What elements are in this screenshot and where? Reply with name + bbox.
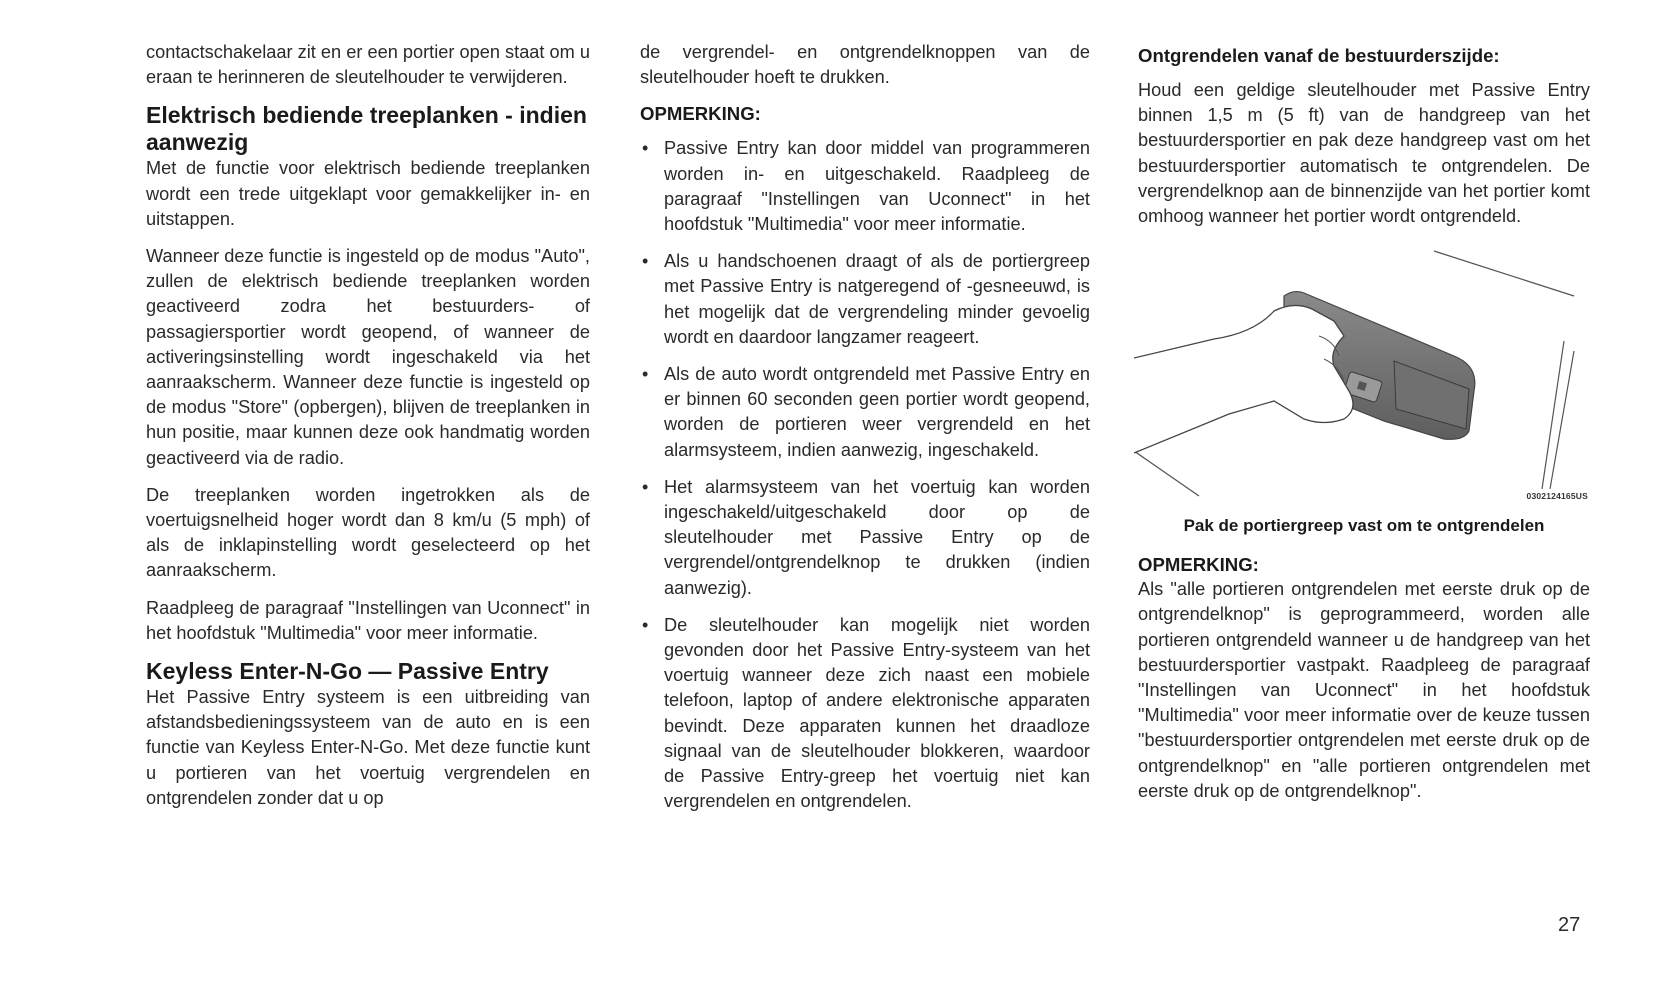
paragraph: Raadpleeg de paragraaf "Instellingen van Uconnect" in het hoofdstuk "Multimedia" voor meer informatie. — [146, 597, 590, 643]
paragraph: Het Passive Entry systeem is een uitbreiding van afstandsbedieningssysteem van de auto en is een functie van Keyless Enter-N-Go. Met deze functie kunt u portieren van het voertuig vergrendelen en ontgrendelen zonder dat u op — [146, 687, 590, 808]
door-handle-figure — [1134, 241, 1594, 511]
note-list — [640, 136, 1090, 814]
hand-gripping-door-handle-illustration — [1134, 241, 1594, 511]
figure-code: 0302124165US — [1526, 491, 1588, 502]
page-number: 27 — [1558, 914, 1581, 936]
intro-paragraph: de vergrendel- en ontgrendelknoppen van de sleutelhouder hoeft te drukken. — [640, 42, 1090, 88]
list-item: • De sleutelhouder kan mogelijk niet worden gevonden door het Passive Entry-systeem van het voertuig wanneer deze zich naast een mobiele telefoon, laptop of andere elektronische apparaten bevindt. Deze apparaten kunnen het draadloze signaal van de sleutelhouder blokkeren, waardoor de Passive Entry-greep het voertuig niet kan vergrendelen en ontgrendelen. — [640, 613, 1090, 815]
column-right — [1138, 40, 1590, 816]
door-edge-line — [1434, 251, 1574, 296]
section-heading-treeplanken: Elektrisch bediende treeplanken - indien aanwezig — [146, 102, 587, 156]
figure-caption: Pak de portiergreep vast om te ontgrendelen — [1183, 516, 1545, 536]
note-heading: OPMERKING: — [640, 103, 761, 125]
intro-paragraph: contactschakelaar zit en er een portier open staat om u eraan te herinneren de sleutelhouder te verwijderen. — [146, 42, 590, 88]
paragraph: De treeplanken worden ingetrokken als de voertuigsnelheid hoger wordt dan 8 km/u (5 mph) of als de inklapinstelling wordt geselecteerd op het aanraakscherm. — [146, 484, 590, 581]
list-item: • Als de auto wordt ontgrendeld met Passive Entry en er binnen 60 seconden geen portier wordt geopend, worden de portieren weer vergrendeld en het alarmsysteem, indien aanwezig, ingeschakeld. — [640, 362, 1090, 463]
paragraph: Wanneer deze functie is ingesteld op de modus "Auto", zullen de elektrisch bediende treeplanken worden geactiveerd zodra het bestuurders- of passagiersportier wordt geopend, of wanneer de activeringsinstelling wordt ingeschakeld via het aanraakscherm. Wanneer deze functie is ingesteld op de modus "Store" (opbergen), blijven de treeplanken in hun positie, maar kunnen deze ook handmatig worden geactiveerd via de radio. — [146, 246, 590, 468]
hand-outline — [1134, 306, 1353, 454]
note-heading: OPMERKING: — [1138, 554, 1259, 576]
list-item: • Het alarmsysteem van het voertuig kan worden ingeschakeld/uitgeschakeld door op de sleutelhouder met Passive Entry op de vergrendel/ontgrendelknop te drukken (indien aanwezig). — [640, 475, 1090, 601]
list-item: • Als u handschoenen draagt of als de portiergreep met Passive Entry is natgeregend of -gesneeuwd, is het mogelijk dat de vergrendeling minder gevoelig wordt en daardoor langzamer reageert. — [640, 249, 1090, 350]
note-paragraph: Als "alle portieren ontgrendelen met eerste druk op de ontgrendelknop" is geprogrammeerd, worden alle portieren ontgrendeld wanneer u de handgreep van het bestuurdersportier vastpakt. Raadpleeg de paragraaf "Instellingen van Uconnect" in het hoofdstuk "Multimedia" voor meer informatie over de keuze tussen "bestuurdersportier ontgrendelen met eerste druk op de ontgrendelknop" en "alle portieren ontgrendelen met eerste druk op de ontgrendelknop". — [1138, 579, 1590, 801]
section-heading-keyless: Keyless Enter-N-Go — Passive Entry — [146, 658, 549, 685]
column-middle — [640, 40, 1090, 826]
paragraph: Houd een geldige sleutelhouder met Passive Entry binnen 1,5 m (5 ft) van de handgreep van het bestuurdersportier en pak deze handgreep vast om het bestuurdersportier automatisch te ontgrendelen. De vergrendelknop aan de binnenzijde van het portier komt omhoog wanneer het portier wordt ontgrendeld. — [1138, 80, 1590, 227]
list-item: • Passive Entry kan door middel van programmeren worden in- en uitgeschakeld. Raadpleeg de paragraaf "Instellingen van Uconnect" in het hoofdstuk "Multimedia" voor meer informatie. — [640, 136, 1090, 237]
door-edge-line — [1542, 341, 1564, 489]
subsection-heading: Ontgrendelen vanaf de bestuurderszijde: — [1138, 45, 1500, 66]
paragraph: Met de functie voor elektrisch bediende treeplanken wordt een trede uitgeklapt voor gemakkelijker in- en uitstappen. — [146, 158, 590, 229]
door-edge-line — [1134, 451, 1199, 496]
door-edge-line — [1550, 351, 1574, 489]
column-left — [146, 40, 590, 823]
